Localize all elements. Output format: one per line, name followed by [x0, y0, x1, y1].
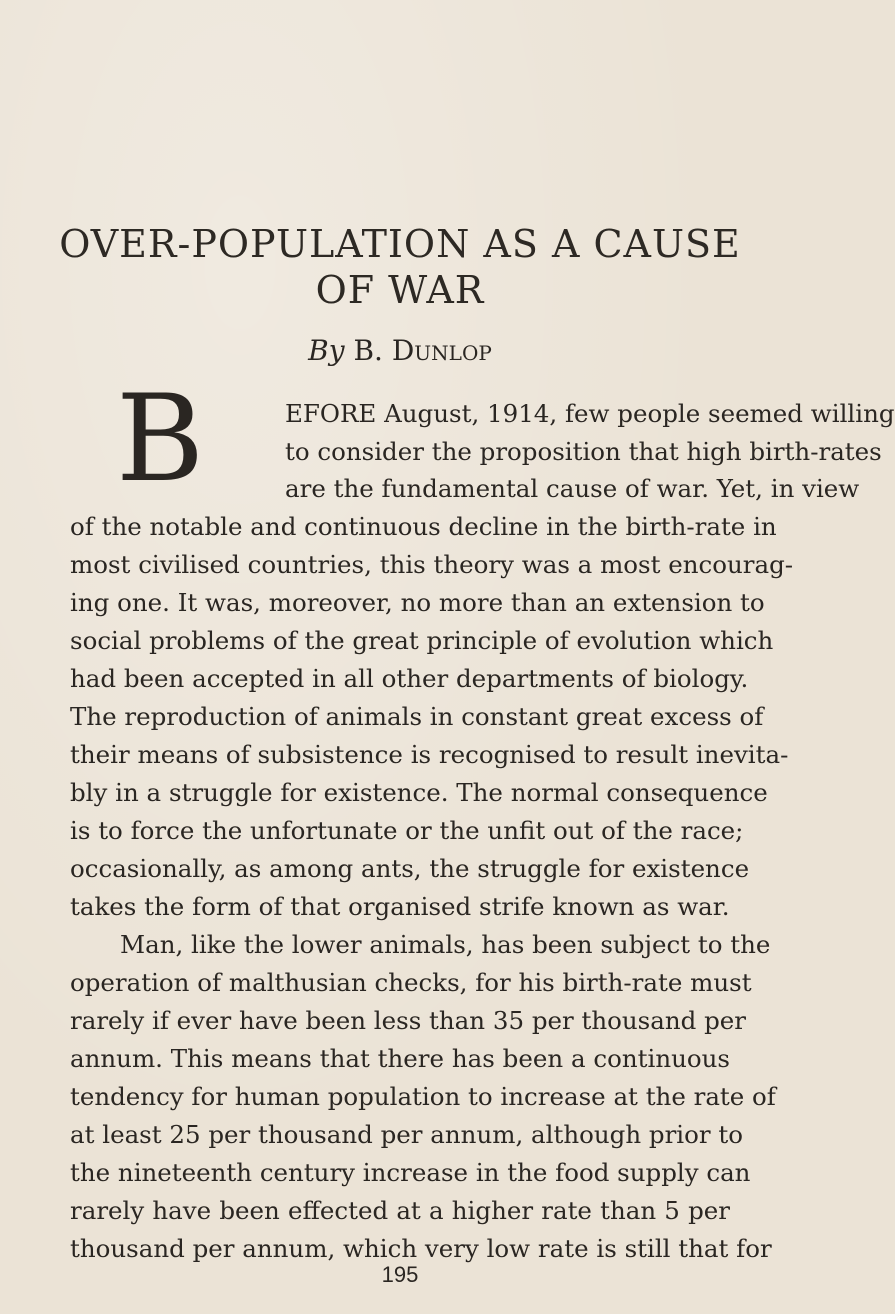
text-line: The reproduction of animals in constant great excess of	[70, 702, 764, 731]
byline-prefix: By	[308, 334, 345, 367]
text-line: rarely have been effected at a higher rate than 5 per	[70, 1196, 730, 1225]
text-line: annum. This means that there has been a continuous	[70, 1044, 730, 1073]
article-title-line-2: OF WAR	[315, 268, 485, 312]
text-line: ing one. It was, moreover, no more than an extension to	[70, 588, 765, 617]
text-line: Man, like the lower animals, has been subject to the	[120, 930, 771, 959]
text-line: had been accepted in all other departments of biology.	[70, 664, 749, 693]
text-line: of the notable and continuous decline in the birth-rate in	[70, 512, 777, 541]
page-number: 195	[381, 1262, 419, 1287]
text-line: most civilised countries, this theory was a most encourag-	[70, 550, 794, 579]
author-name: B. Dunlop	[353, 334, 492, 367]
text-line: rarely if ever have been less than 35 per thousand per	[70, 1006, 746, 1035]
text-line: bly in a struggle for existence. The normal consequence	[70, 778, 768, 807]
text-line: to consider the proposition that high birth-rates	[285, 437, 882, 466]
article-title-line-1: OVER-POPULATION AS A CAUSE	[59, 222, 741, 266]
drop-cap: B	[116, 370, 205, 509]
author-byline	[0, 334, 800, 367]
text-line: is to force the unfortunate or the unfit out of the race;	[70, 816, 744, 845]
text-line: their means of subsistence is recognised to result inevita-	[70, 740, 789, 769]
text-line: are the fundamental cause of war. Yet, in view	[285, 474, 860, 503]
text-line: tendency for human population to increase at the rate of	[70, 1082, 776, 1111]
text-line: operation of malthusian checks, for his birth-rate must	[70, 968, 752, 997]
text-line: EFORE August, 1914, few people seemed willing	[285, 399, 895, 428]
text-line: at least 25 per thousand per annum, although prior to	[70, 1120, 743, 1149]
text-line: occasionally, as among ants, the struggle for existence	[70, 854, 750, 883]
text-line: social problems of the great principle of evolution which	[70, 626, 774, 655]
text-line: thousand per annum, which very low rate is still that for	[70, 1234, 772, 1263]
text-line: takes the form of that organised strife known as war.	[70, 892, 730, 921]
text-line: the nineteenth century increase in the food supply can	[70, 1158, 751, 1187]
